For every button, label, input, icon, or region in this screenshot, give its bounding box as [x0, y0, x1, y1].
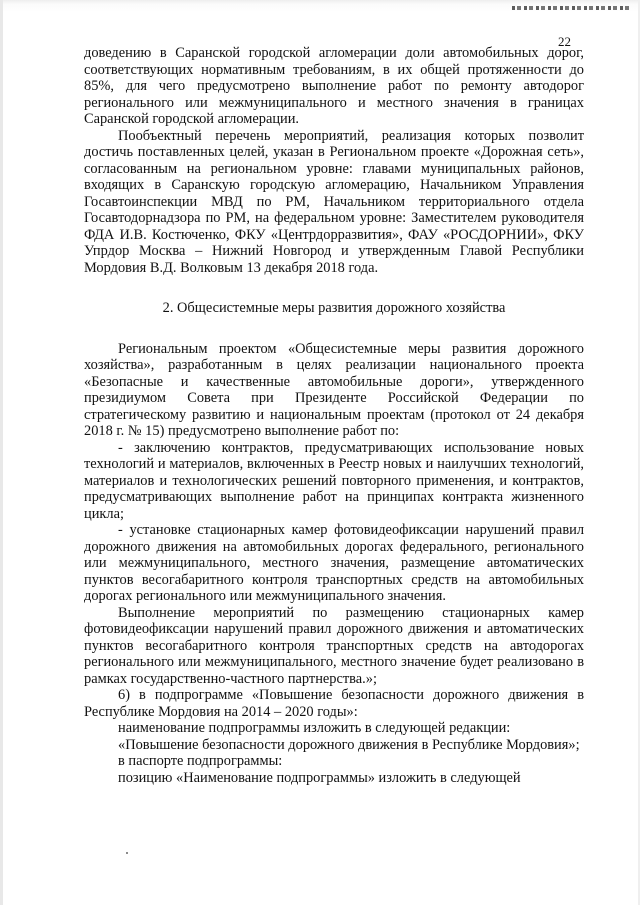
scan-left-edge	[0, 0, 3, 905]
paragraph-object-list: Пообъектный перечень мероприятий, реализация которых позволит достичь поставленных целей, указан в Региональном проекте «Дорожная сеть», согласованным на региональном уровне: главами муниципальных районов, входящих в Саранскую городскую агломерацию, Начальником Управления Госавтоинспекции МВД по РМ, Начальником территориального отдела Госавтодорнадзора по РМ, на федеральном уровне: Заместителем руководителя ФДА И.В. Костюченко, ФКУ «Центрдорразвития», ФАУ «РОСДОРНИИ», ФКУ Упрдор Москва – Нижний Новгород и утвержденным Главой Республики Мордовия В.Д. Волковым 13 декабря 2018 года.	[84, 127, 584, 276]
paragraph-continuation: доведению в Саранской городской агломерации доли автомобильных дорог, соответствующих нормативным требованиям, в их общей протяженности до 85%, для чего предусмотрено выполнение работ по ремонту автодорог регионального или межмуниципального и местного значения в границах Саранской городской агломерации.	[84, 45, 584, 127]
section-heading: 2. Общесистемные меры развития дорожного хозяйства	[162, 300, 506, 316]
list-item-contracts: - заключению контрактов, предусматривающих использование новых технологий и материалов, включенных в Реестр новых и наилучших технологий, материалов и технологических решений повторного применения, и контрактов, предусматривающих выполнение работ на принципах контракта жизненного цикла;	[84, 439, 584, 522]
paragraph-subprogram-name: наименование подпрограммы изложить в следующей редакции:	[118, 720, 511, 736]
paragraph-regional-project: Региональным проектом «Общесистемные меры развития дорожного хозяйства», разработанным в целях реализации национального проекта «Безопасные и качественные автомобильные дороги», утвержденного президиумом Совета при Президенте Российской Федерации по стратегическому развитию и национальным проектам (протокол от 24 декабря 2018 г. № 15) предусмотрено выполнение работ по:	[84, 340, 584, 439]
paragraph-new-name: «Повышение безопасности дорожного движения в Республике Мордовия»;	[118, 736, 580, 753]
page-number: 22	[558, 34, 571, 49]
paragraph-partnership: Выполнение мероприятий по размещению стационарных камер фотовидеофиксации нарушений правил дорожного движения и автоматических пунктов весогабаритного контроля транспортных средств на автодорогах регионального или межмуниципального, местного значение будет реализовано в рамках государственно-частного партнерства.»;	[84, 604, 584, 687]
list-item-cameras: - установке стационарных камер фотовидеофиксации нарушений правил дорожного движения на автомобильных дорогах федерального, регионального или межмуниципального, местного значения, размещение автоматических пунктов весогабаритного контроля транспортных средств на автомобильных дорогах регионального или межмуниципального значения.	[84, 522, 584, 604]
paragraph-subprogram: 6) в подпрограмме «Повышение безопасности дорожного движения в Республике Мордовия на 2014 – 2020 годы»:	[84, 687, 584, 720]
document-body	[84, 45, 584, 786]
paragraph-passport: в паспорте подпрограммы:	[118, 753, 283, 769]
scan-artifact	[512, 6, 630, 10]
scan-dot	[126, 852, 128, 854]
paragraph-position: позицию «Наименование подпрограммы» изложить в следующей	[118, 769, 521, 786]
